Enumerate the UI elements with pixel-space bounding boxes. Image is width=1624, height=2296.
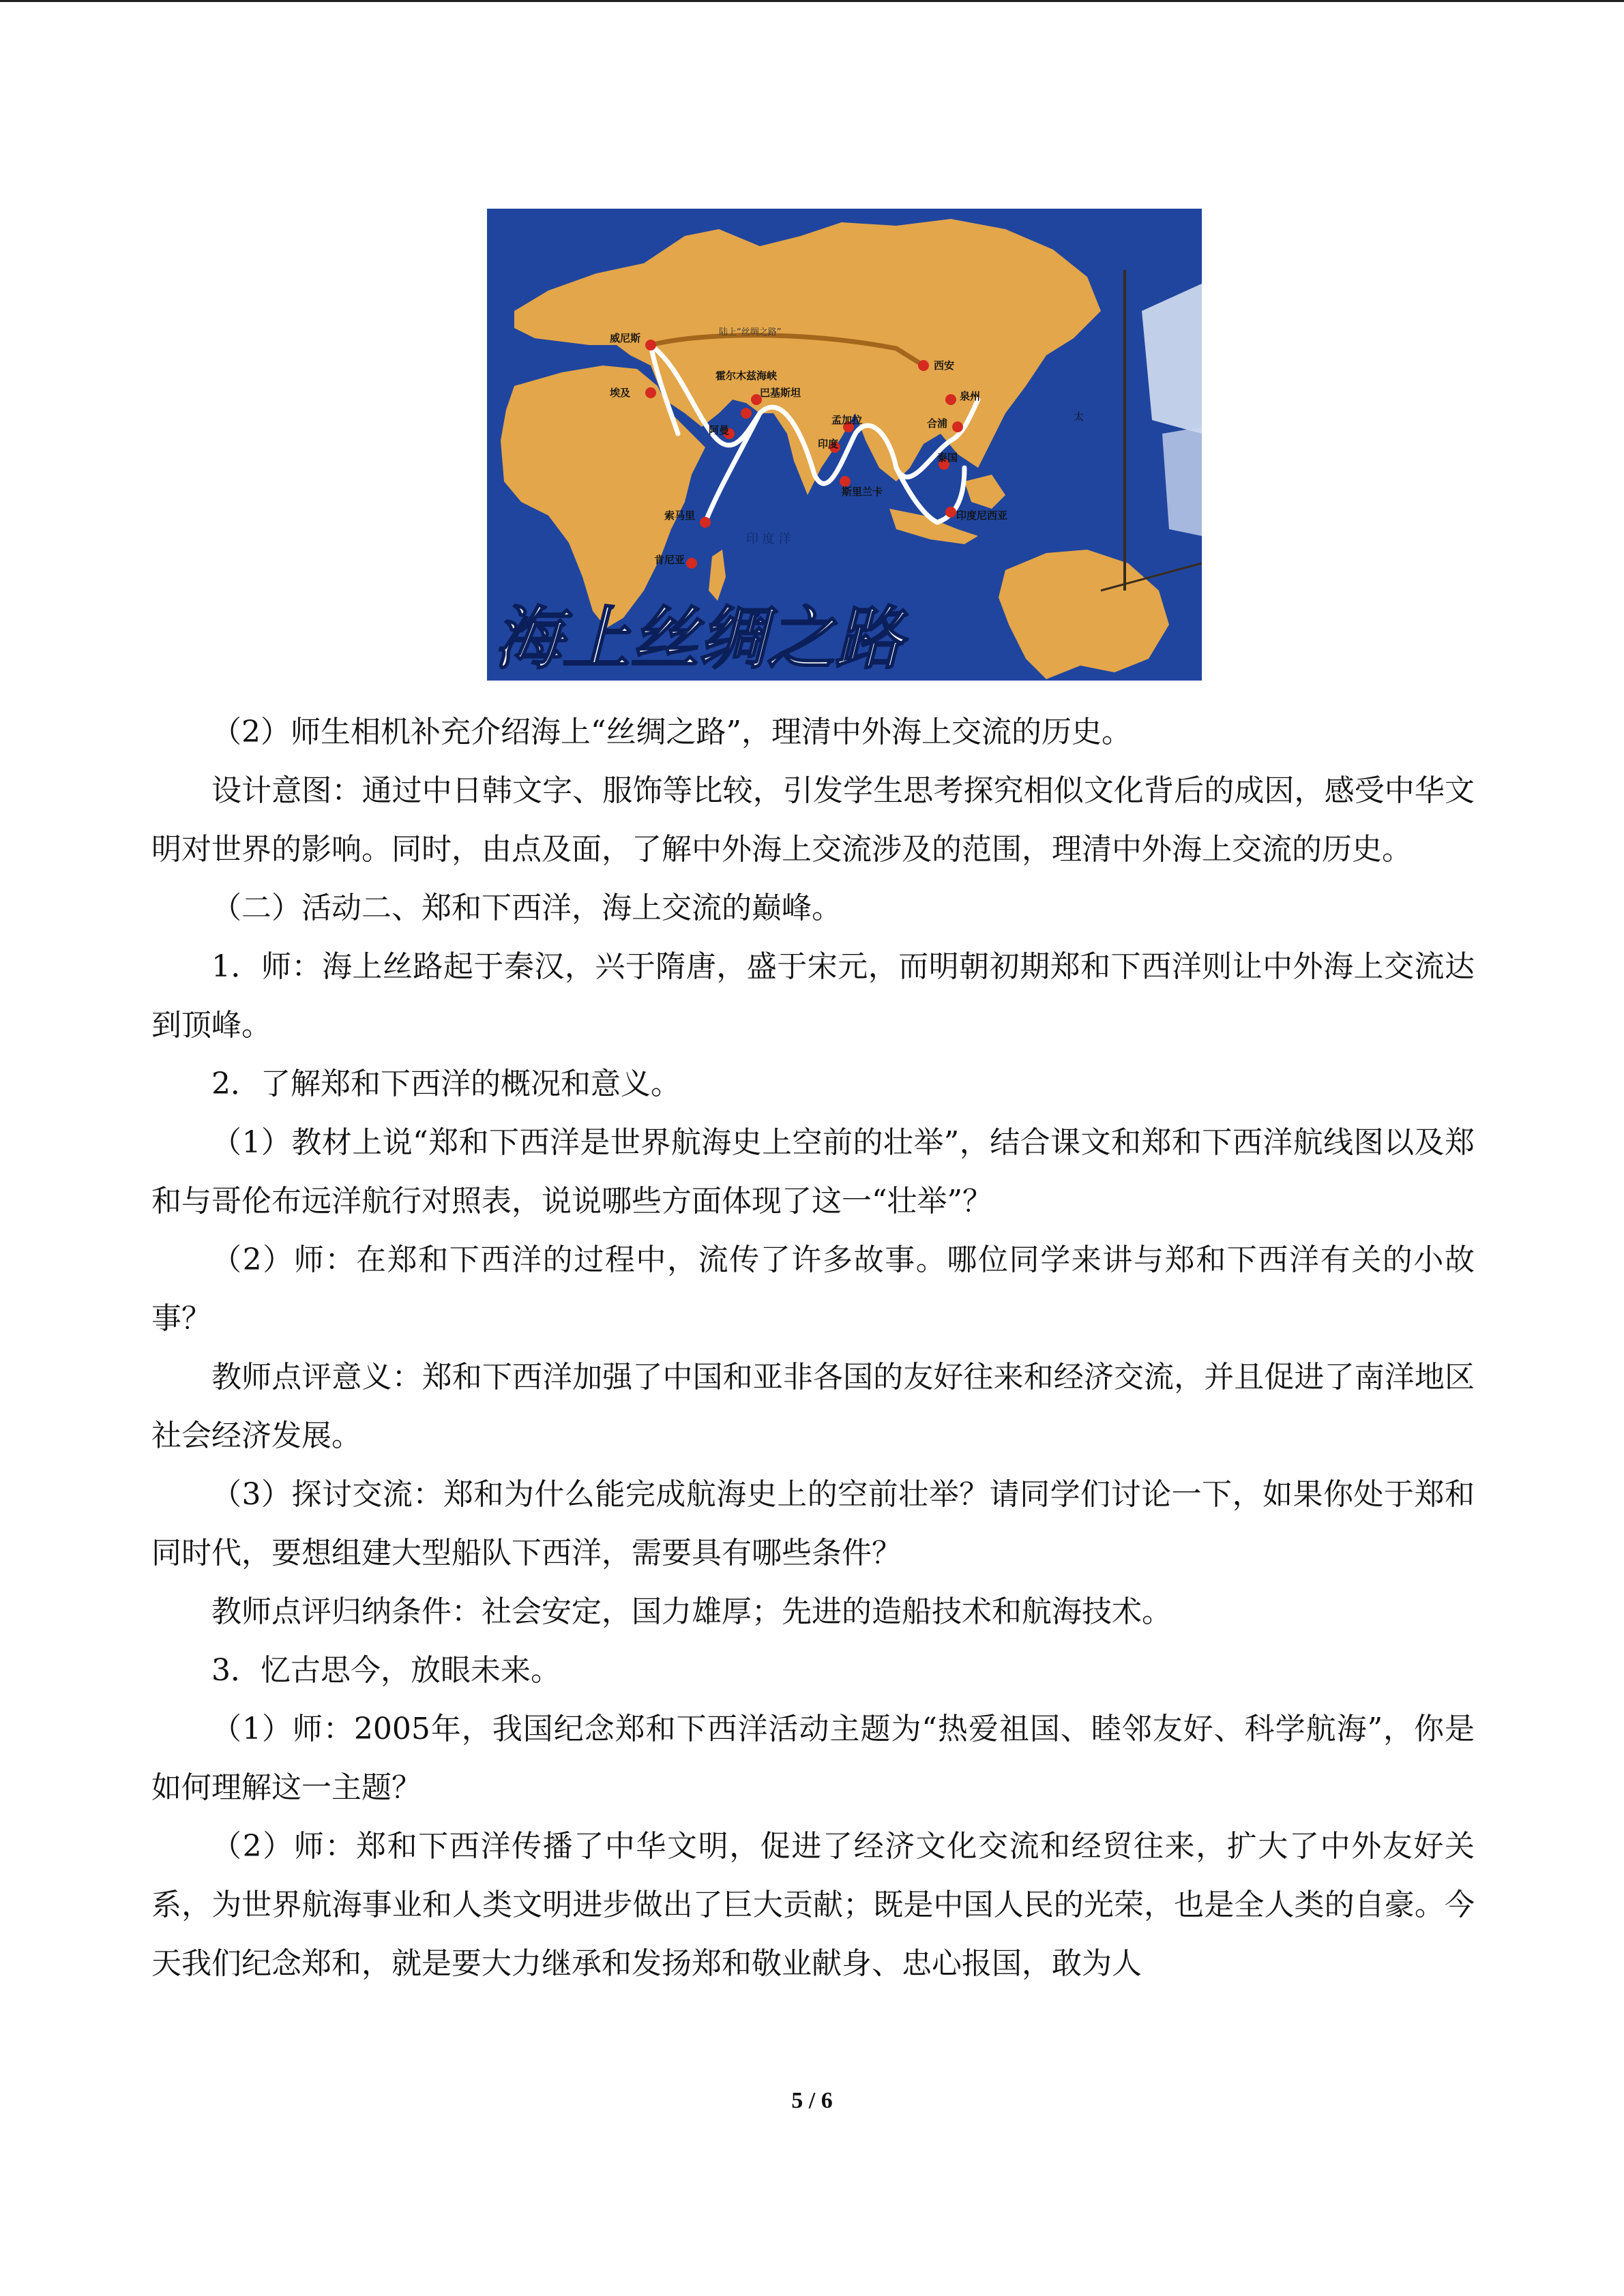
paragraph: 设计意图：通过中日韩文字、服饰等比较，引发学生思考探究相似文化背后的成因，感受中华文明对世界的影响。同时，由点及面，了解中外海上交流涉及的范围，理清中外海上交流的历史。 [151,773,1475,867]
paragraph: 2．了解郑和下西洋的概况和意义。 [211,1067,681,1101]
top-border [0,0,1624,2]
label-pacific: 太 [1074,411,1084,423]
paragraph: （2）师：在郑和下西洋的过程中，流传了许多故事。哪位同学来讲与郑和下西洋有关的小故事？ [151,1242,1475,1336]
label-indonesia: 印度尼西亚 [956,509,1008,522]
label-land-route: 陆上“丝绸之路” [719,327,782,338]
label-somalia: 索马里 [664,509,696,522]
label-pakistan: 巴基斯坦 [760,387,801,399]
label-kenya: 肯尼亚 [654,554,685,566]
label-srilanka: 斯里兰卡 [842,486,883,498]
label-xian: 西安 [934,359,955,372]
label-thailand: 泰国 [937,451,958,464]
label-quanzhou: 泉州 [960,390,981,402]
paragraph: （1）教材上说“郑和下西洋是世界航海史上空前的壮举”，结合课文和郑和下西洋航线图以及郑和与哥伦布远洋航行对照表，说说哪些方面体现了这一“壮举”？ [151,1125,1475,1219]
paragraph: （3）探讨交流：郑和为什么能完成航海史上的空前壮举？请同学们讨论一下，如果你处于郑和同时代，要想组建大型船队下西洋，需要具有哪些条件？ [151,1477,1475,1570]
paragraph: （1）师：2005年，我国纪念郑和下西洋活动主题为“热爱祖国、睦邻友好、科学航海”，你是如何理解这一主题？ [151,1712,1475,1805]
section-heading: （二）活动二、郑和下西洋，海上交流的巅峰。 [211,891,842,925]
paragraph: 3．忆古思今，放眼未来。 [211,1653,561,1688]
label-india: 印度 [818,438,839,450]
maritime-silk-road-map [487,209,1202,681]
label-hepu: 合浦 [927,417,948,430]
page-number: 5 / 6 [791,2088,833,2113]
paragraph: 教师点评归纳条件：社会安定，国力雄厚；先进的造船技术和航海技术。 [211,1594,1172,1629]
label-venice: 威尼斯 [610,332,641,344]
label-indian-ocean: 印 度 洋 [746,532,791,546]
label-bangladesh: 孟加拉 [831,414,863,426]
lesson-body [151,703,1475,1993]
label-hormuz: 霍尔木兹海峡 [715,370,778,382]
paragraph: （2）师生相机补充介绍海上“丝绸之路”，理清中外海上交流的历史。 [211,715,1132,749]
paragraph: 1．师：海上丝路起于秦汉，兴于隋唐，盛于宋元，而明朝初期郑和下西洋则让中外海上交流达到顶峰。 [151,949,1475,1043]
map-illustration [487,209,1202,681]
paragraph: 教师点评意义：郑和下西洋加强了中国和亚非各国的友好往来和经济交流，并且促进了南洋地区社会经济发展。 [151,1360,1475,1453]
map-banner-title: 海上丝绸之路 [494,598,903,679]
paragraph: （2）师：郑和下西洋传播了中华文明，促进了经济文化交流和经贸往来，扩大了中外友好关系，为世界航海事业和人类文明进步做出了巨大贡献；既是中国人民的光荣，也是全人类的自豪。今天我们纪念郑和，就是要大力继承和发扬郑和敬业献身、忠心报国，敢为人 [151,1829,1475,1981]
label-aden: 阿曼 [709,424,730,436]
label-egypt: 埃及 [610,387,631,399]
